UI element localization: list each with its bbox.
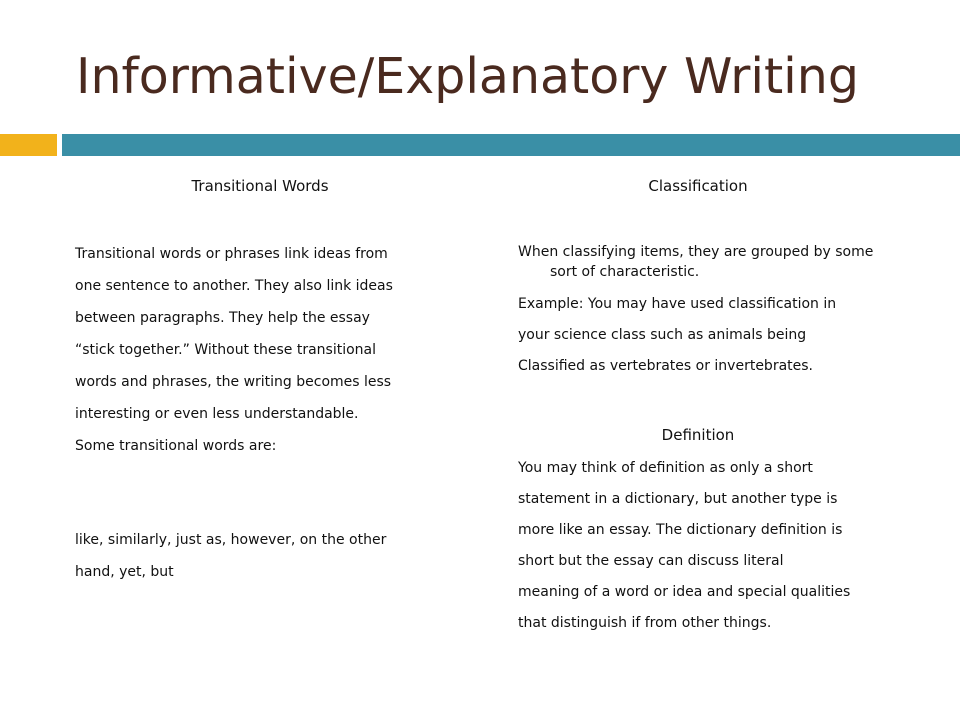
classification-intro-line: sort of characteristic. [550, 264, 700, 280]
definition-line: You may think of definition as only a short [518, 460, 813, 476]
classification-line: your science class such as animals being [518, 327, 807, 343]
classification-heading: Classification [648, 177, 748, 195]
definition-line: short but the essay can discuss literal [518, 553, 784, 569]
paragraph-line: “stick together.” Without these transitional [75, 342, 376, 358]
paragraph-line: Transitional words or phrases link ideas from [75, 246, 388, 262]
accent-bar-teal [62, 134, 960, 156]
paragraph-line: between paragraphs. They help the essay [75, 310, 370, 326]
definition-body [518, 458, 908, 644]
examples-line: like, similarly, just as, however, on the other [75, 532, 387, 548]
accent-bar-gold [0, 134, 57, 156]
paragraph-line: Some transitional words are: [75, 438, 277, 454]
classification-line: Example: You may have used classification in [518, 296, 837, 312]
transitional-examples [75, 530, 475, 594]
classification-body [518, 294, 908, 387]
examples-line: hand, yet, but [75, 564, 174, 580]
classification-intro [518, 242, 908, 282]
paragraph-line: interesting or even less understandable. [75, 406, 359, 422]
definition-line: more like an essay. The dictionary definition is [518, 522, 843, 538]
classification-line: Classified as vertebrates or invertebrates. [518, 358, 813, 374]
definition-line: that distinguish if from other things. [518, 615, 772, 631]
paragraph-line: words and phrases, the writing becomes less [75, 374, 392, 390]
classification-intro-line: When classifying items, they are grouped by some [518, 244, 874, 260]
transitional-paragraph [75, 244, 475, 468]
transitional-words-heading: Transitional Words [191, 177, 329, 195]
slide-title: Informative/Explanatory Writing [76, 48, 859, 105]
definition-line: statement in a dictionary, but another type is [518, 491, 838, 507]
definition-line: meaning of a word or idea and special qualities [518, 584, 851, 600]
definition-heading: Definition [661, 426, 735, 444]
paragraph-line: one sentence to another. They also link ideas [75, 278, 393, 294]
